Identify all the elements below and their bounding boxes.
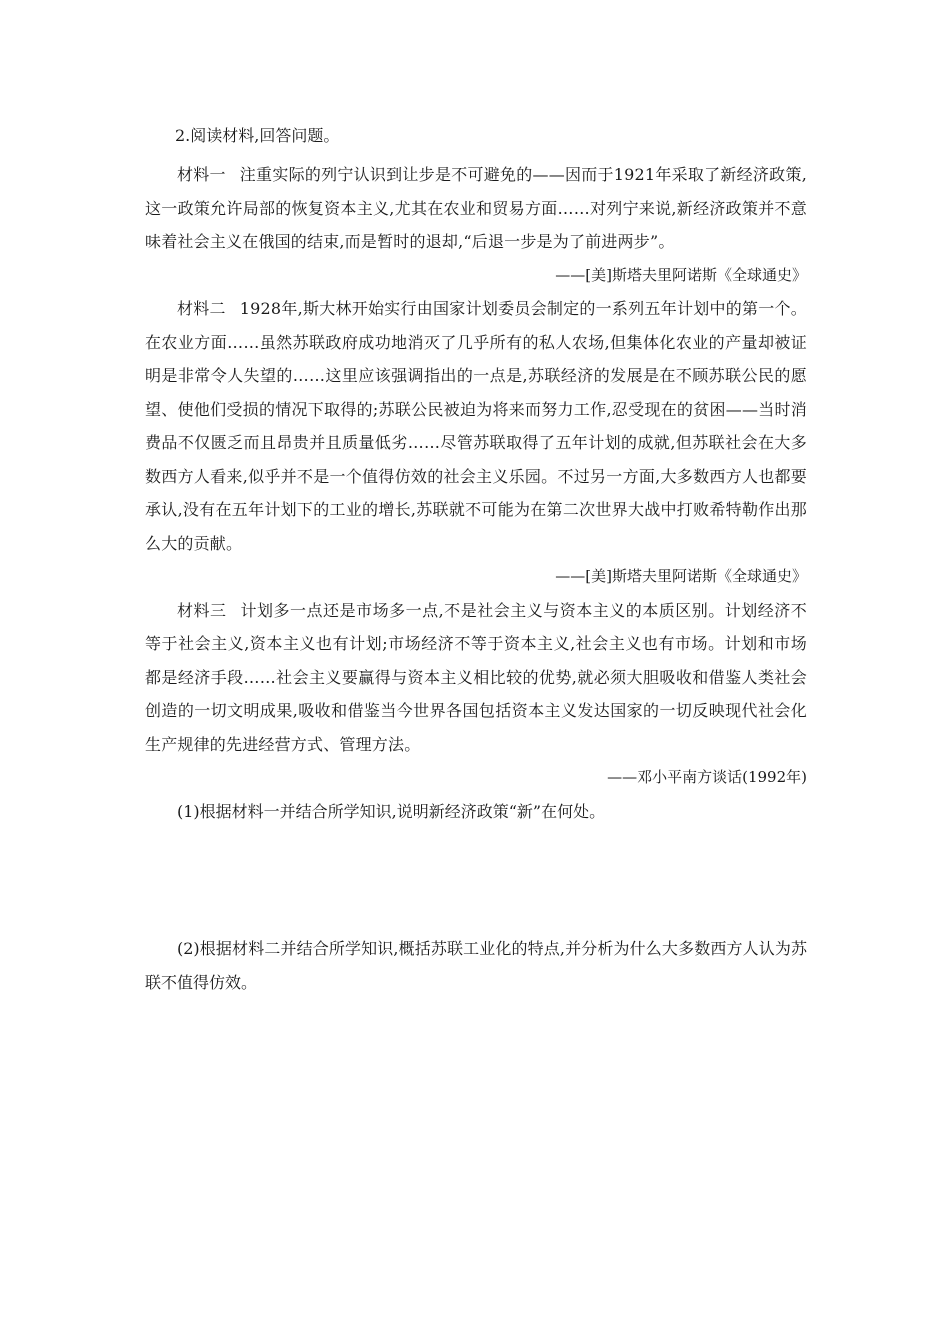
sub-question-1: (1)根据材料一并结合所学知识,说明新经济政策“新”在何处。 xyxy=(177,801,606,821)
material-3-source: ——邓小平南方谈话(1992年) xyxy=(607,768,807,786)
material-1-text: 注重实际的列宁认识到让步是不可避免的——因而于1921年采取了新经济政策,这一政策允许局部的恢复资本主义,尤其在农业和贸易方面……对列宁来说,新经济政策并不意味着社会主义在俄国的结束,而是暂时的退却,“后退一步是为了前进两步”。 xyxy=(145,165,807,251)
material-1-paragraph xyxy=(145,158,807,259)
material-3 xyxy=(145,594,807,795)
material-1-source: ——[美]斯塔夫里阿诺斯《全球通史》 xyxy=(555,265,807,284)
material-2-source: ——[美]斯塔夫里阿诺斯《全球通史》 xyxy=(555,567,807,585)
answer-space-1 xyxy=(145,828,807,932)
material-3-label: 材料三 xyxy=(177,600,227,620)
material-2-text: 1928年,斯大林开始实行由国家计划委员会制定的一系列五年计划中的第一个。在农业方面……虽然苏联政府成功地消灭了几乎所有的私人农场,但集体化农业的产量却被证明是非常令人失望的……这里应该强调指出的一点是,苏联经济的发展是在不顾苏联公民的愿望、使他们受损的情况下取得的;苏联公民被迫为将来而努力工作,忍受现在的贫困——当时消费品不仅匮乏而且昂贵并且质量低劣……尽管苏联取得了五年计划的成就,但苏联社会在大多数西方人看来,似乎并不是一个值得仿效的社会主义乐园。不过另一方面,大多数西方人也都要承认,没有在五年计划下的工业的增长,苏联就不可能为在第二次世界大战中打败希特勒作出那么大的贡献。 xyxy=(145,299,807,553)
sub-question-2: (2)根据材料二并结合所学知识,概括苏联工业化的特点,并分析为什么大多数西方人认为苏联不值得仿效。 xyxy=(145,939,807,992)
material-1-label: 材料一 xyxy=(177,165,226,184)
material-3-paragraph xyxy=(145,594,807,762)
question-block xyxy=(145,126,807,999)
material-2-paragraph xyxy=(145,292,807,560)
material-2-label: 材料二 xyxy=(177,299,226,318)
question-title: 2.阅读材料,回答问题。 xyxy=(175,126,340,145)
material-2 xyxy=(145,292,807,594)
material-1 xyxy=(145,158,807,292)
material-3-text: 计划多一点还是市场多一点,不是社会主义与资本主义的本质区别。计划经济不等于社会主义,资本主义也有计划;市场经济不等于资本主义,社会主义也有市场。计划和市场都是经济手段……社会主义要赢得与资本主义相比较的优势,就必须大胆吸收和借鉴人类社会创造的一切文明成果,吸收和借鉴当今世界各国包括资本主义发达国家的一切反映现代社会化生产规律的先进经营方式、管理方法。 xyxy=(145,600,807,754)
